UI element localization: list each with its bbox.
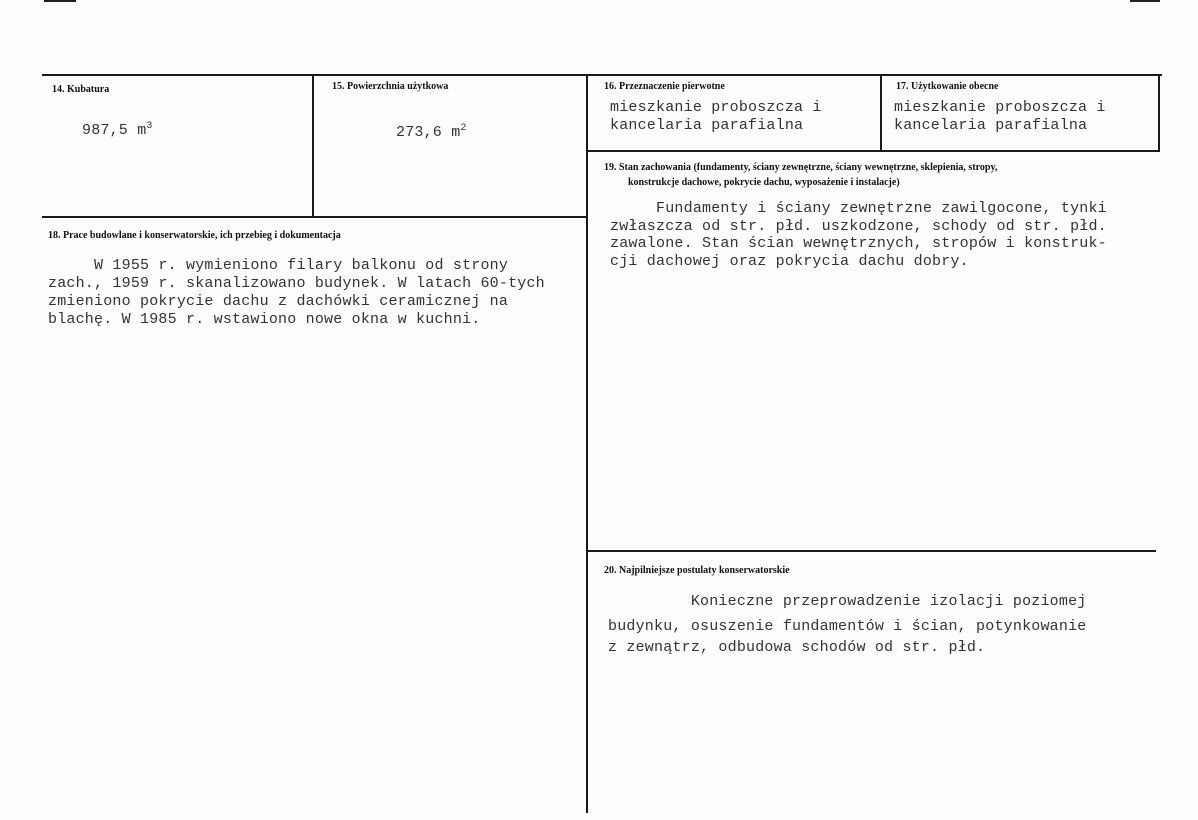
rule-below-14-15 xyxy=(42,216,588,218)
field-16-line-1: mieszkanie proboszcza i xyxy=(610,99,822,116)
top-edge-mark-right xyxy=(1130,0,1160,2)
divider-16-17 xyxy=(880,74,882,150)
field-19-line-4: cji dachowej oraz pokrycia dachu dobry. xyxy=(610,253,969,270)
field-18-line-3: zmieniono pokrycie dachu z dachówki ceramicznej na xyxy=(48,293,509,310)
field-18-line-1: W 1955 r. wymieniono filary balkonu od strony xyxy=(48,257,509,274)
field-15-label: 15. Powierzchnia użytkowa xyxy=(332,81,449,92)
kubatura-unit-exponent: 3 xyxy=(146,121,153,132)
field-17-line-2: kancelaria parafialna xyxy=(894,117,1088,134)
field-20-line-1: Konieczne przeprowadzenie izolacji poziomej xyxy=(608,593,1087,610)
powierzchnia-unit-exponent: 2 xyxy=(460,123,467,134)
field-17-label: 17. Użytkowanie obecne xyxy=(896,81,999,92)
field-19-label-line-2: konstrukcje dachowe, pokrycie dachu, wyposażenie i instalacje) xyxy=(628,177,900,188)
field-19-line-1: Fundamenty i ściany zewnętrzne zawilgocone, tynki xyxy=(610,200,1107,217)
field-18-label: 18. Prace budowlane i konserwatorskie, ich przebieg i dokumentacja xyxy=(48,230,341,241)
field-19-label-line-1: 19. Stan zachowania (fundamenty, ściany zewnętrzne, ściany wewnętrzne, sklepienia, stropy, xyxy=(604,162,998,173)
field-16-label: 16. Przeznaczenie pierwotne xyxy=(604,81,725,92)
field-18-line-4: blachę. W 1985 r. wstawiono nowe okna w kuchni. xyxy=(48,311,481,328)
top-rule xyxy=(42,74,1162,76)
field-19-line-3: zawalone. Stan ścian wewnętrznych, stropów i konstruk- xyxy=(610,235,1107,252)
field-14-value xyxy=(82,122,153,140)
field-19-line-2: zwłaszcza od str. płd. uszkodzone, schody od str. płd. xyxy=(610,218,1107,235)
field-20-line-2: budynku, osuszenie fundamentów i ścian, potynkowanie xyxy=(608,618,1087,635)
rule-above-20 xyxy=(588,550,1156,552)
divider-14-15 xyxy=(312,74,314,218)
right-edge-top xyxy=(1158,74,1160,150)
field-17-line-1: mieszkanie proboszcza i xyxy=(894,99,1106,116)
rule-below-16-17 xyxy=(588,150,1160,152)
top-edge-mark-left xyxy=(44,0,76,2)
center-divider xyxy=(586,74,588,813)
field-20-label: 20. Najpilniejsze postulaty konserwatorskie xyxy=(604,565,790,576)
field-16-line-2: kancelaria parafialna xyxy=(610,117,804,134)
powierzchnia-value: 273,6 m xyxy=(396,124,461,141)
kubatura-value: 987,5 m xyxy=(82,122,147,139)
field-20-line-3: z zewnątrz, odbudowa schodów od str. płd. xyxy=(608,639,986,656)
field-14-label: 14. Kubatura xyxy=(52,84,110,95)
field-18-line-2: zach., 1959 r. skanalizowano budynek. W latach 60-tych xyxy=(48,275,545,292)
field-15-value xyxy=(396,124,467,142)
